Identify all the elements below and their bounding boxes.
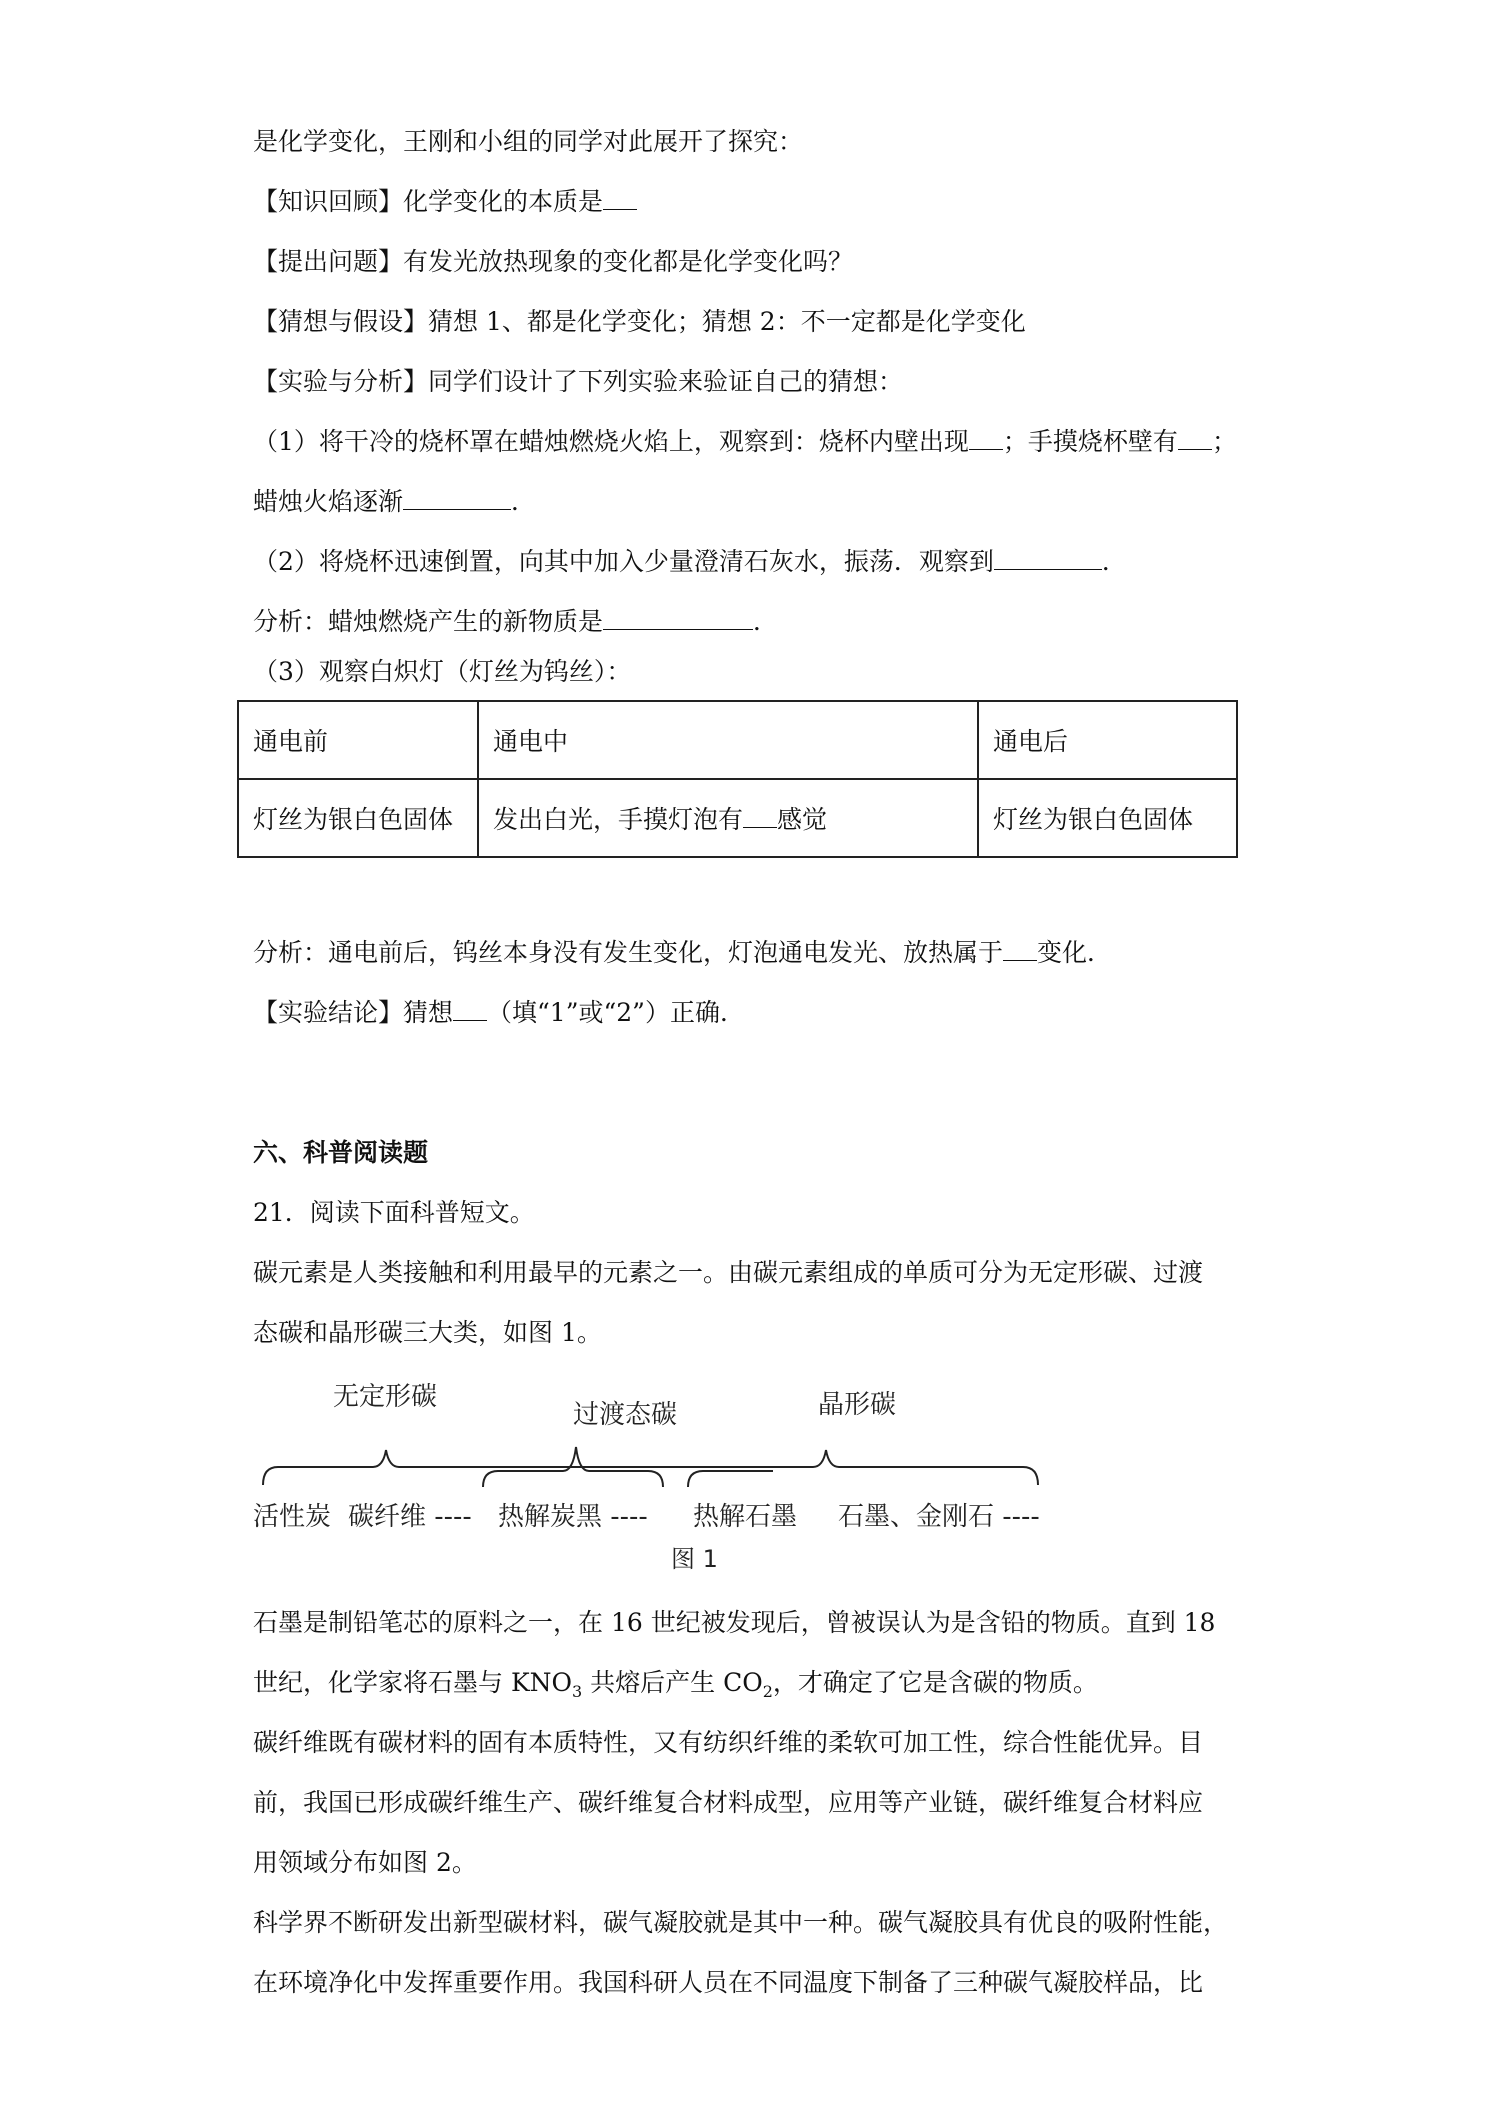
question-21: 21．阅读下面科普短文。: [253, 1198, 535, 1227]
label-pyrolytic-graphite: 热解石墨: [693, 1502, 798, 1532]
table-row: [238, 779, 1237, 857]
analysis2-text-b: 变化．: [1037, 938, 1113, 967]
table-cell: 灯丝为银白色固体: [978, 779, 1237, 857]
hypothesis-line: 【猜想与假设】猜想 1、都是化学变化；猜想 2：不一定都是化学变化: [253, 307, 1026, 336]
paragraph4-line1: 科学界不断研发出新型碳材料，碳气凝胶就是其中一种。碳气凝胶具有优良的吸附性能，: [253, 1908, 1229, 1937]
cell-text-a: 发出白光，手摸灯泡有: [493, 805, 744, 834]
experiment-line: 【实验与分析】同学们设计了下列实验来验证自己的猜想：: [253, 367, 904, 396]
answer-blank[interactable]: [603, 605, 753, 630]
step2-text-a: （2）将烧杯迅速倒置，向其中加入少量澄清石灰水，振荡．观察到: [253, 547, 994, 576]
label-amorphous-carbon: 无定形碳: [333, 1382, 438, 1412]
step1-text-c: ；: [1211, 427, 1237, 456]
label-graphite-diamond: 石墨、金刚石 ----: [838, 1502, 1040, 1532]
p2-text-c: ，才确定了它是含碳的物质。: [772, 1668, 1098, 1697]
table-row: [238, 701, 1237, 779]
subscript-2: 2: [762, 1682, 773, 1701]
answer-blank[interactable]: [453, 996, 487, 1021]
paragraph2-line2: [253, 1665, 1098, 1701]
table-cell: [478, 779, 978, 857]
answer-blank[interactable]: [403, 485, 511, 510]
analysis1-text-b: ．: [753, 607, 779, 636]
p2-text-a: 世纪，化学家将石墨与 KNO: [253, 1668, 572, 1697]
step2-line: [253, 544, 1127, 580]
intro-line: 是化学变化，王刚和小组的同学对此展开了探究：: [253, 127, 804, 156]
paragraph1-line1: 碳元素是人类接触和利用最早的元素之一。由碳元素组成的单质可分为无定形碳、过渡: [253, 1258, 1204, 1287]
label-crystalline-carbon: 晶形碳: [818, 1390, 897, 1420]
answer-blank[interactable]: [1178, 425, 1212, 450]
table-header-cell: 通电中: [478, 701, 978, 779]
step2-text-b: ．: [1101, 547, 1127, 576]
label-transitional-carbon: 过渡态碳: [573, 1400, 678, 1430]
transitional-bracket-right: [688, 1471, 773, 1487]
paragraph1-line2: 态碳和晶形碳三大类，如图 1。: [253, 1318, 602, 1347]
label-pyrolytic-carbon-black: 热解炭黑 ----: [498, 1502, 648, 1532]
question-line: 【提出问题】有发光放热现象的变化都是化学变化吗？: [253, 247, 854, 276]
paragraph3-line1: 碳纤维既有碳材料的固有本质特性，又有纺织纤维的柔软可加工性，综合性能优异。目: [253, 1728, 1204, 1757]
step1-text-b: ；手摸烧杯壁有: [1002, 427, 1178, 456]
cell-text-b: 感觉: [777, 805, 828, 834]
table-header-cell: 通电后: [978, 701, 1237, 779]
answer-blank[interactable]: [1003, 936, 1037, 961]
analysis2-line: [253, 935, 1112, 971]
label-carbon-fiber: 碳纤维 ----: [348, 1502, 472, 1532]
bulb-observation-table: [237, 700, 1238, 858]
answer-blank[interactable]: [969, 425, 1003, 450]
analysis1-text-a: 分析：蜡烛燃烧产生的新物质是: [253, 607, 604, 636]
subscript-3: 3: [572, 1682, 583, 1701]
paragraph4-line2: 在环境净化中发挥重要作用。我国科研人员在不同温度下制备了三种碳气凝胶样品，比: [253, 1968, 1204, 1997]
carbon-classification-figure: [253, 1375, 1053, 1575]
step3-line: （3）观察白炽灯（灯丝为钨丝）：: [253, 657, 632, 686]
step1-text-e: ．: [511, 487, 537, 516]
answer-blank[interactable]: [603, 185, 637, 210]
conclusion-text-a: 【实验结论】猜想: [253, 998, 454, 1027]
conclusion-line: [253, 995, 745, 1031]
step1-line1: [253, 424, 1237, 460]
paragraph3-line3: 用领域分布如图 2。: [253, 1848, 477, 1877]
step1-text-a: （1）将干冷的烧杯罩在蜡烛燃烧火焰上，观察到：烧杯内壁出现: [253, 427, 969, 456]
paragraph3-line2: 前，我国已形成碳纤维生产、碳纤维复合材料成型，应用等产业链，碳纤维复合材料应: [253, 1788, 1204, 1817]
section-title: 六、科普阅读题: [253, 1138, 429, 1167]
review-text: 【知识回顾】化学变化的本质是: [253, 187, 604, 216]
answer-blank[interactable]: [994, 545, 1102, 570]
paragraph2-line1: 石墨是制铅笔芯的原料之一，在 16 世纪被发现后，曾被误认为是含铅的物质。直到 18: [253, 1608, 1216, 1637]
step1-line2: [253, 484, 536, 520]
table-header-cell: 通电前: [238, 701, 478, 779]
analysis2-text-a: 分析：通电前后，钨丝本身没有发生变化，灯泡通电发光、放热属于: [253, 938, 1004, 967]
conclusion-text-b: （填“1”或“2”）正确．: [487, 998, 745, 1027]
p2-text-b: 共熔后产生 CO: [582, 1668, 763, 1697]
crystalline-bracket: [263, 1450, 1038, 1485]
table-cell: 灯丝为银白色固体: [238, 779, 478, 857]
answer-blank[interactable]: [743, 803, 777, 828]
step1-text-d: 蜡烛火焰逐渐: [253, 487, 404, 516]
label-activated-carbon: 活性炭: [253, 1502, 332, 1532]
analysis1-line: [253, 604, 778, 640]
figure-caption: 图 1: [671, 1545, 718, 1573]
knowledge-review: [253, 184, 637, 220]
